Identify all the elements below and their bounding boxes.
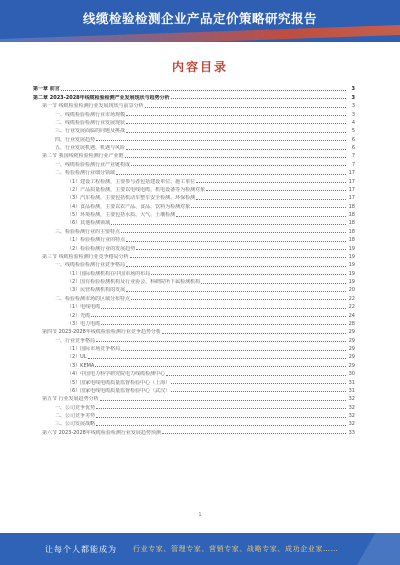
toc-entry-page: 18 bbox=[348, 228, 355, 235]
toc-entry-page: 22 bbox=[348, 295, 355, 302]
toc-entry-page: 4 bbox=[351, 119, 355, 126]
toc-dot-leader bbox=[145, 107, 346, 108]
toc-entry-title: （1）国际检测机构在中国市场的布局 bbox=[67, 270, 151, 277]
toc-dot-leader bbox=[111, 224, 346, 225]
toc-entry-title: （5）国家电线电缆质量监督检验中心（上海） bbox=[67, 379, 171, 386]
toc-entry[interactable] bbox=[33, 92, 355, 100]
toc-dot-leader bbox=[96, 140, 346, 141]
toc-entry-title: 二、公司竞争劣势 bbox=[55, 413, 96, 419]
toc-entry-page: 29 bbox=[348, 362, 355, 369]
toc-entry-page: 33 bbox=[348, 429, 355, 436]
toc-dot-leader bbox=[88, 358, 346, 359]
toc-entry[interactable] bbox=[33, 293, 355, 301]
page-number: 1 bbox=[198, 512, 202, 518]
toc-dot-leader bbox=[121, 232, 346, 233]
toc-dot-leader bbox=[126, 115, 346, 116]
toc-dot-leader bbox=[126, 132, 346, 133]
toc-entry-title: 三、检验检测行业的主要特点 bbox=[55, 228, 121, 235]
toc-entry-title: 二、线缆检验检测行业发展现状 bbox=[55, 119, 126, 126]
toc-entry[interactable] bbox=[33, 218, 355, 226]
toc-entry-page: 5 bbox=[351, 128, 355, 135]
toc-entry-page: 22 bbox=[348, 304, 355, 311]
toc-entry[interactable] bbox=[33, 118, 355, 126]
toc-entry-title: 一、公司竞争优势 bbox=[55, 404, 96, 411]
footer-slogan: 让每个人都能成为 bbox=[45, 545, 117, 554]
toc-entry[interactable] bbox=[33, 344, 355, 352]
toc-entry[interactable] bbox=[33, 310, 355, 318]
toc-entry[interactable] bbox=[33, 126, 355, 134]
toc-dot-leader bbox=[171, 98, 346, 99]
toc-entry[interactable] bbox=[33, 109, 355, 117]
toc-dot-leader bbox=[95, 366, 346, 367]
toc-entry-page: 28 bbox=[348, 320, 355, 327]
toc-entry-page: 17 bbox=[348, 170, 355, 177]
toc-entry-title: （3）民营检测机构的发展 bbox=[67, 287, 126, 294]
toc-entry-title: 第二节 我国线缆检验检测行业产业链 bbox=[42, 153, 124, 160]
toc-entry-page: 30 bbox=[348, 371, 355, 378]
toc-dot-leader bbox=[116, 174, 346, 175]
toc-dot-leader bbox=[162, 433, 346, 434]
toc-entry-page: 19 bbox=[348, 270, 355, 277]
toc-entry[interactable] bbox=[33, 402, 355, 410]
toc-entry-title: 第六节 2023-2028年线缆检验检测行业发展趋势预测 bbox=[42, 429, 161, 436]
toc-dot-leader bbox=[126, 291, 346, 292]
toc-dot-leader bbox=[91, 316, 346, 317]
toc-entry[interactable] bbox=[33, 369, 355, 377]
toc-entry-title: （1）检验检测行业的特点 bbox=[67, 237, 126, 244]
toc-dot-leader bbox=[126, 266, 346, 267]
toc-entry-page: 24 bbox=[348, 312, 355, 319]
toc-dot-leader bbox=[126, 149, 346, 150]
toc-entry-page: 18 bbox=[348, 203, 355, 210]
toc-entry[interactable] bbox=[33, 411, 355, 419]
toc-entry-title: 第二章 2023-2028年线缆检验检测产业发展现状与趋势分析 bbox=[33, 94, 170, 101]
toc-entry-page: 3 bbox=[351, 103, 355, 110]
toc-dot-leader bbox=[201, 283, 346, 284]
footer-decoration bbox=[340, 533, 400, 565]
toc-entry-title: （5）环境检测，主要包括水质、大气、土壤检测 bbox=[67, 212, 176, 218]
toc-entry-page: 18 bbox=[348, 212, 355, 218]
footer-tagline: 行业专家、管理专家、营销专家、战略专家、成功企业家…… bbox=[133, 545, 339, 553]
toc-entry-title: （6）其他检测领域 bbox=[67, 220, 111, 227]
toc-entry-title: （1）电线电缆 bbox=[67, 304, 101, 311]
toc-entry[interactable] bbox=[33, 84, 355, 92]
toc-entry-title: 第四节 2023-2028年线缆检验检测行业竞争趋势分析 bbox=[42, 329, 161, 336]
toc-entry-title: 第三节 线缆检验检测行业竞争格局分析 bbox=[42, 253, 129, 260]
toc-entry-page: 17 bbox=[348, 186, 355, 193]
toc-dot-leader bbox=[196, 182, 346, 183]
toc-entry-page: 29 bbox=[348, 337, 355, 344]
toc-entry[interactable] bbox=[33, 335, 355, 343]
toc-entry-title: 第一章 前言 bbox=[33, 86, 60, 93]
toc-entry-title: （2）光缆 bbox=[67, 312, 91, 319]
toc-entry[interactable] bbox=[33, 352, 355, 360]
toc-entry[interactable] bbox=[33, 143, 355, 151]
toc-entry-page: 19 bbox=[348, 245, 355, 252]
toc-dot-leader bbox=[176, 216, 346, 217]
toc-entry-page: 29 bbox=[348, 346, 355, 352]
toc-entry-title: （3）汽车检测，主要包括机动车整车安全检测、环保检测 bbox=[67, 195, 196, 202]
toc-entry-page: 18 bbox=[348, 220, 355, 227]
toc-entry-page: 32 bbox=[348, 421, 355, 428]
toc-dot-leader bbox=[96, 341, 346, 342]
toc-entry-page: 7 bbox=[351, 161, 355, 168]
toc-entry-title: （4）食品检测，主要以农产品、食品、饮料为检测对象 bbox=[67, 203, 191, 210]
toc-entry[interactable] bbox=[33, 277, 355, 285]
toc-entry[interactable] bbox=[33, 285, 355, 293]
toc-entry[interactable] bbox=[33, 159, 355, 167]
toc-dot-leader bbox=[130, 257, 346, 258]
toc-heading: 内容目录 bbox=[171, 60, 228, 74]
toc-entry[interactable] bbox=[33, 360, 355, 368]
toc-dot-leader bbox=[125, 157, 346, 158]
toc-dot-leader bbox=[131, 165, 346, 166]
toc-entry-title: 二、检验检测行业细分领域 bbox=[55, 170, 116, 177]
toc-entry[interactable] bbox=[33, 168, 355, 176]
toc-entry[interactable] bbox=[33, 319, 355, 327]
toc-entry-title: （3）KEMA bbox=[67, 362, 95, 369]
toc-dot-leader bbox=[196, 199, 346, 200]
report-title: 线缆检验检测企业产品定价策略研究报告 bbox=[82, 11, 317, 26]
report-header bbox=[0, 0, 400, 42]
toc-entry-page: 7 bbox=[351, 153, 355, 160]
toc-dot-leader bbox=[100, 400, 346, 401]
toc-dot-leader bbox=[101, 324, 346, 325]
toc-entry[interactable] bbox=[33, 101, 355, 109]
toc-entry[interactable] bbox=[33, 252, 355, 260]
toc-entry-title: （2）UL bbox=[67, 354, 87, 361]
toc-entry-title: 一、线缆检验检测行业市场规模 bbox=[55, 111, 126, 118]
toc-entry-title: 五、行业发展机遇、机遇与风险 bbox=[55, 145, 126, 151]
toc-entry-title: 三、行业发展面临的问题及挑战 bbox=[55, 128, 126, 135]
toc-entry-page: 18 bbox=[348, 237, 355, 244]
toc-entry[interactable] bbox=[33, 226, 355, 234]
toc-entry-page: 17 bbox=[348, 178, 355, 185]
toc-dot-leader bbox=[96, 425, 346, 426]
toc-entry-page: 19 bbox=[348, 253, 355, 260]
toc-entry-page: 29 bbox=[348, 354, 355, 361]
toc-entry[interactable] bbox=[33, 419, 355, 427]
toc-entry-page: 6 bbox=[351, 136, 355, 143]
toc-entry-title: 二、检验检测市场的区域分布特点 bbox=[55, 295, 131, 302]
table-of-contents bbox=[33, 84, 355, 436]
toc-entry-page: 20 bbox=[348, 287, 355, 294]
toc-entry-title: （3）电力电缆 bbox=[67, 320, 101, 327]
toc-entry-title: （1）国际市场竞争格局 bbox=[67, 346, 121, 352]
toc-entry[interactable] bbox=[33, 377, 355, 385]
toc-entry[interactable] bbox=[33, 176, 355, 184]
toc-entry-page: 29 bbox=[348, 329, 355, 336]
toc-dot-leader bbox=[162, 333, 346, 334]
toc-entry-page: 31 bbox=[348, 387, 355, 394]
footer-banner bbox=[0, 533, 400, 565]
toc-dot-leader bbox=[191, 207, 346, 208]
toc-entry[interactable] bbox=[33, 268, 355, 276]
toc-dot-leader bbox=[206, 190, 346, 191]
toc-entry-title: （6）国家电线电缆质量监督检验中心（武汉） bbox=[67, 387, 171, 394]
toc-dot-leader bbox=[136, 249, 346, 250]
toc-entry-page: 32 bbox=[348, 413, 355, 419]
toc-dot-leader bbox=[96, 408, 346, 409]
toc-entry[interactable] bbox=[33, 201, 355, 209]
toc-dot-leader bbox=[151, 274, 346, 275]
toc-dot-leader bbox=[101, 308, 346, 309]
toc-entry-title: 一、行业竞争格局 bbox=[55, 337, 96, 344]
toc-entry-title: 第五节 行业发展趋势分析 bbox=[42, 396, 99, 403]
toc-entry-title: 四、行业发展趋势 bbox=[55, 136, 96, 143]
toc-entry-page: 3 bbox=[351, 111, 355, 118]
toc-entry[interactable] bbox=[33, 210, 355, 218]
toc-entry[interactable] bbox=[33, 235, 355, 243]
toc-entry-page: 31 bbox=[348, 379, 355, 386]
toc-dot-leader bbox=[61, 90, 346, 91]
toc-entry[interactable] bbox=[33, 193, 355, 201]
toc-entry-page: 32 bbox=[348, 404, 355, 411]
toc-entry-title: 第一节 线缆检验检测行业发展现状与前景分析 bbox=[42, 103, 144, 110]
toc-entry[interactable] bbox=[33, 427, 355, 435]
toc-entry-title: （1）建设工程检测，主要参与者包括建设单位、施工单位 bbox=[67, 178, 196, 185]
toc-entry-page: 19 bbox=[348, 279, 355, 285]
toc-entry-title: 一、线缆检验检测行业竞争格局 bbox=[55, 262, 126, 269]
toc-entry-title: 一、线缆检验检测行业产业链构成 bbox=[55, 161, 131, 168]
toc-entry-title: （4）中国电力科学研究院电力线缆检测中心 bbox=[67, 371, 166, 378]
toc-entry-title: 三、公司发展战略 bbox=[55, 421, 96, 428]
toc-entry-page: 19 bbox=[348, 262, 355, 269]
toc-entry[interactable] bbox=[33, 327, 355, 335]
toc-entry-page: 17 bbox=[348, 195, 355, 202]
toc-entry[interactable] bbox=[33, 394, 355, 402]
toc-dot-leader bbox=[126, 123, 346, 124]
toc-dot-leader bbox=[126, 241, 346, 242]
toc-entry-title: （2）国有检验检测机构及行业协会、科研院所下属检测机构 bbox=[67, 279, 201, 285]
toc-dot-leader bbox=[171, 391, 346, 392]
toc-entry[interactable] bbox=[33, 386, 355, 394]
toc-entry[interactable] bbox=[33, 151, 355, 159]
toc-entry-title: （2）检验检测行业的发展趋势 bbox=[67, 245, 136, 252]
toc-entry-title: （2）产品质量检测，主要以电线电缆、机电设备等为检测对象 bbox=[67, 186, 206, 193]
toc-entry[interactable] bbox=[33, 243, 355, 251]
toc-entry[interactable] bbox=[33, 134, 355, 142]
toc-dot-leader bbox=[166, 375, 346, 376]
toc-dot-leader bbox=[121, 350, 346, 351]
toc-entry-page: 6 bbox=[351, 145, 355, 151]
toc-entry-page: 3 bbox=[351, 86, 355, 93]
toc-entry-page: 3 bbox=[351, 94, 355, 101]
toc-entry[interactable] bbox=[33, 185, 355, 193]
toc-dot-leader bbox=[131, 299, 346, 300]
toc-entry[interactable] bbox=[33, 260, 355, 268]
toc-dot-leader bbox=[96, 417, 346, 418]
toc-entry[interactable] bbox=[33, 302, 355, 310]
toc-entry-page: 32 bbox=[348, 396, 355, 403]
toc-dot-leader bbox=[171, 383, 346, 384]
